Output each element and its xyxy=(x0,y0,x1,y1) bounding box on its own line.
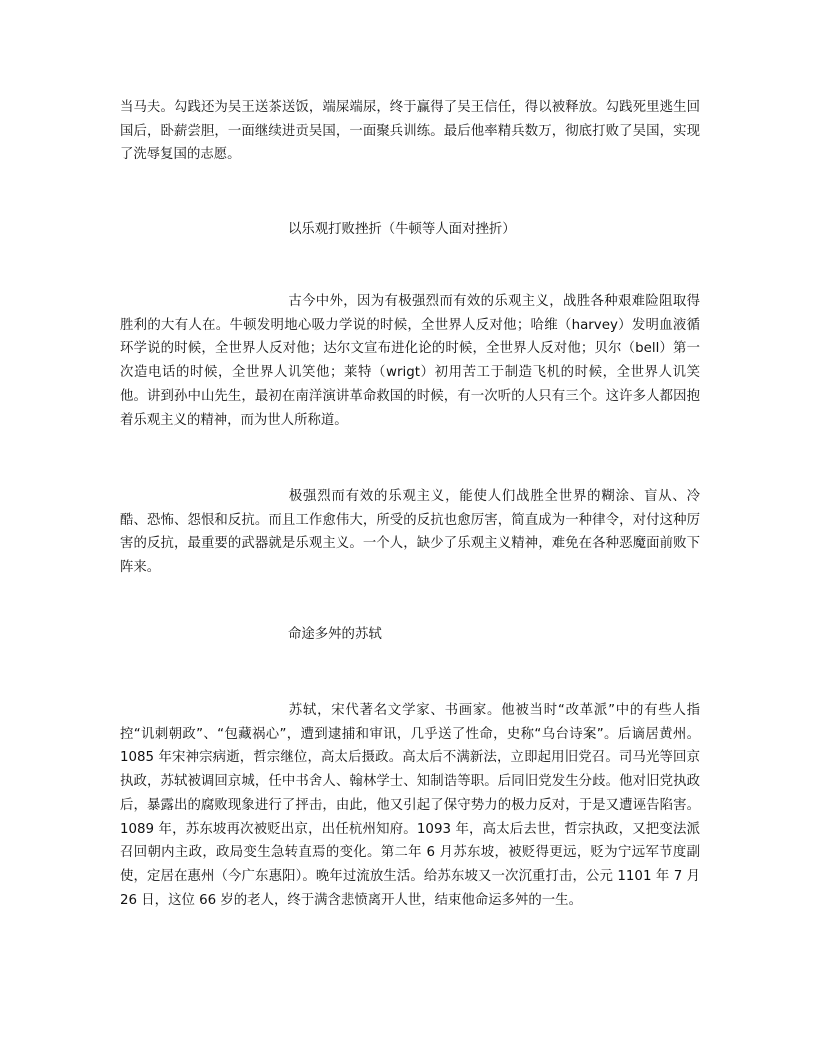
section-heading-optimism: 以乐观打败挫折（牛顿等人面对挫折） xyxy=(288,222,516,237)
paragraph-goujian-ending xyxy=(120,96,700,167)
paragraph-text: 古今中外，因为有极强烈而有效的乐观主义，战胜各种艰难险阻取得胜利的大有人在。牛顿发明地心吸力学说的时候，全世界人反对他；哈维（harvey）发明血液循环学说的时候，全世界人反对他；达尔文宣布进化论的时候，全世界人反对他；贝尔（bell）第一次造电话的时候，全世界人讥笑他；莱特（wrigt）初用苦工于制造飞机的时候，全世界人讥笑他。讲到孙中山先生，最初在南洋演讲革命救国的时候，有一次听的人只有三个。这许多人都因抱着乐观主义的精神，而为世人所称道。 xyxy=(120,294,700,428)
paragraph-optimism-weapon xyxy=(120,485,700,580)
paragraph-text: 当马夫。勾践还为吴王送茶送饭，端屎端尿，终于赢得了吴王信任，得以被释放。勾践死里逃生回国后，卧薪尝胆，一面继续进贡吴国，一面聚兵训练。最后他率精兵数万，彻底打败了吴国，实现了洗辱复国的志愿。 xyxy=(120,100,700,163)
paragraph-text: 苏轼，宋代著名文学家、书画家。他被当时“改革派”中的有些人指控“讥刺朝政”、“包藏祸心”，遭到逮捕和审讯，几乎送了性命，史称“乌台诗案”。后谪居黄州。1085 年宋神宗病逝，哲宗继位，高太后摄政。高太后不满新法，立即起用旧党召。司马光等回京执政，苏轼被调回京城，任中书舍人、翰林学士、知制诰等职。后同旧党发生分歧。他对旧党执政后，暴露出的腐败现象进行了抨击，由此，他又引起了保守势力的极力反对，于是又遭诬告陷害。1089 年，苏东坡再次被贬出京，出任杭州知府。1093 年，高太后去世，哲宗执政，又把变法派召回朝内主政，政局变生急转直焉的变化。第二年 6 月苏东坡，被贬得更远，贬为宁远军节度副使，定居在惠州（今广东惠阳）。晚年过流放生活。给苏东坡又一次沉重打击，公元 1101 年 7 月 26 日，这位 66 岁的老人，终于满含悲愤离开人世，结束他命运多舛的一生。 xyxy=(120,703,700,908)
paragraph-optimism-examples xyxy=(120,290,700,432)
paragraph-sushi-biography xyxy=(120,699,700,912)
paragraph-text: 极强烈而有效的乐观主义，能使人们战胜全世界的糊涂、盲从、冷酷、恐怖、怨恨和反抗。而且工作愈伟大，所受的反抗也愈厉害，简直成为一种律令，对付这种厉害的反抗，最重要的武器就是乐观主义。一个人，缺少了乐观主义精神，难免在各种恶魔面前败下阵来。 xyxy=(120,489,700,576)
section-heading-sushi: 命途多舛的苏轼 xyxy=(288,627,382,642)
